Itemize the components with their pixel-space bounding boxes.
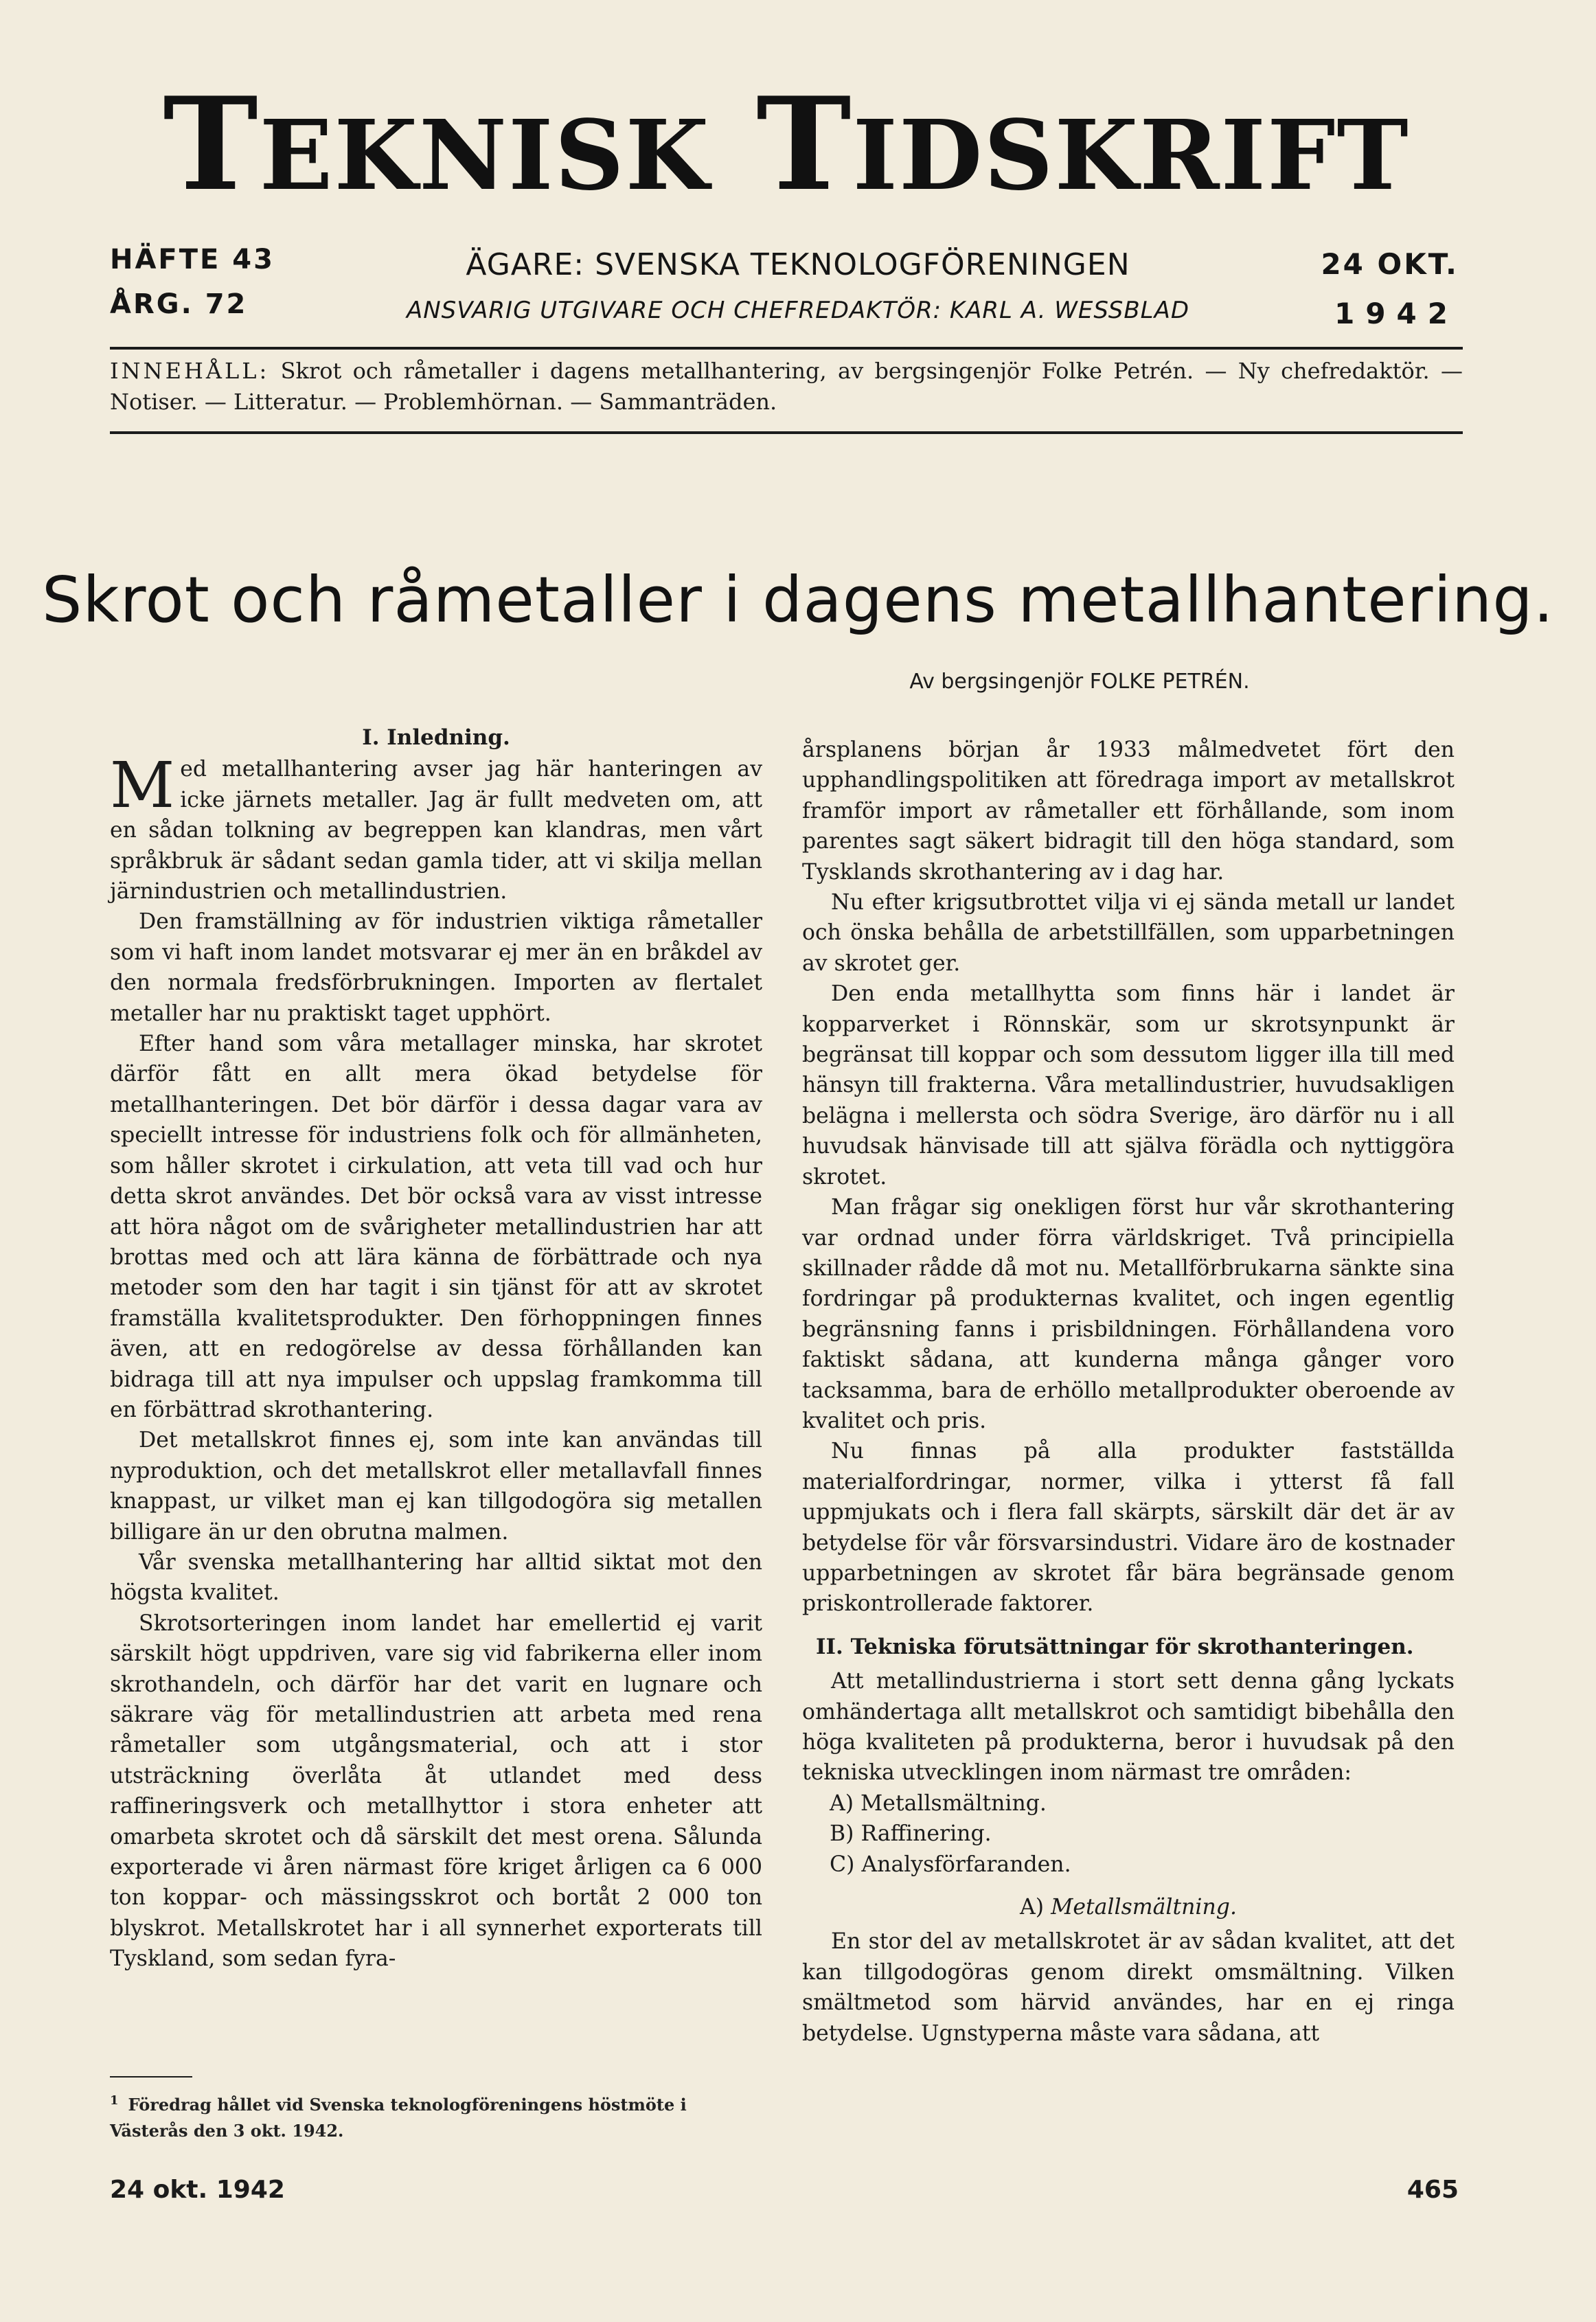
subsection-heading: A) Metallsmältning.	[1020, 1895, 1237, 1920]
paragraph: Nu finnas på alla produkter fastställda materialfordringar, normer, vilka i ytterst få fall uppmjukats och i flera fall skärpts, särskilt där det är av betydelse för vår försvarsindustri. Vidare äro de kostnader upparbetningen av skrotet får bära begränsade genom priskontrollerade faktorer.	[802, 1439, 1455, 1617]
paragraph: Man frågar sig onekligen först hur vår skrothantering var ordnad under förra världskriget. Två principiella skillnader rådde då mot nu. Metallförbrukarna sänkte sina fordringar på produkternas kvalitet, och ingen egentlig begränsning fanns i prisbildningen. Förhållandena voro faktiskt sådana, att kunderna många gånger voro tacksamma, bara de erhöllo metallprodukter oberoende av kvalitet och pris.	[802, 1195, 1455, 1433]
article-byline: Av bergsingenjör FOLKE PETRÉN.	[909, 670, 1250, 694]
paragraph: Den framställning av för industrien viktiga råmetaller som vi haft inom landet motsvarar ej mer än en bråkdel av den normala fredsförbrukningen. Importen av flertalet metaller har nu praktiskt taget upphört.	[110, 909, 762, 1026]
masthead-rest-1: EKNISK	[259, 100, 711, 212]
footnote-rule	[110, 2076, 192, 2078]
list-item: A) Metallsmältning.	[830, 1790, 1047, 1816]
paragraph: Vår svenska metallhantering har alltid siktat mot den högsta kvalitet.	[110, 1549, 762, 1606]
list-item: C) Analysförfaranden.	[830, 1852, 1071, 1877]
header-rule	[110, 347, 1463, 350]
paragraph: Nu efter krigsutbrottet vilja vi ej sända metall ur landet och önska behålla de arbetstillfällen, som upparbetningen av skrotet ger.	[802, 890, 1455, 976]
article-title: Skrot och råmetaller i dagens metallhantering.	[41, 563, 1555, 637]
right-column	[802, 735, 1455, 2049]
left-column	[110, 722, 762, 1974]
paragraph: Att metallindustrierna i stort sett denna gång lyckats omhändertaga allt metallskrot och samtidigt bibehålla den höga kvaliteten på produkterna, beror i huvudsak på den tekniska utvecklingen inom närmast tre områden:	[802, 1669, 1455, 1786]
table-of-contents	[110, 356, 1463, 418]
paragraph: Det metallskrot finnes ej, som inte kan användas till nyproduktion, och det metallskrot eller metallavfall finnes knappast, ur vilket man ej kan tillgodogöra sig metallen billigare än ur den obrutna malmen.	[110, 1428, 762, 1545]
issue-label: HÄFTE 43	[110, 244, 275, 275]
paragraph: En stor del av metallskrotet är av sådan kvalitet, att det kan tillgodogöras genom direkt omsmältning. Vilken smältmetod som härvid användes, har en ej ringa betydelse. Ugnstyperna måste vara sådana, att	[802, 1929, 1455, 2046]
footnote-text: Föredrag hållet vid Svenska teknologföreningens höstmöte i Västerås den 3 okt. 1942.	[110, 2095, 687, 2141]
issue-date: 24 OKT.	[1321, 247, 1459, 281]
footnote	[110, 2088, 762, 2144]
paragraph: Efter hand som våra metallager minska, har skrotet därför fått en allt mera ökad betydelse för metallhanteringen. Det bör därför i dessa dagar vara av speciellt intresse för industriens folk och för allmänheten, som håller skrotet i cirkulation, att veta till vad och hur detta skrot användes. Det bör också vara av visst intresse att höra något om de svårigheter metallindustrien har att brottas med och att lära känna de förbättrade och nya metoder som den har tagit i sin tjänst för att av skrotet framställa kvalitetsprodukter. Den förhoppningen finnes även, att en redogörelse av dessa förhållanden kan bidraga till att nya impulser och uppslag framkomma till en förbättrad skrothantering.	[110, 1032, 762, 1422]
section-heading-2: II. Tekniska förutsättningar för skrothanteringen.	[816, 1634, 1414, 1659]
editor-line: ANSVARIG UTGIVARE OCH CHEFREDAKTÖR: KARL A. WESSBLAD	[406, 297, 1190, 324]
owner-line: ÄGARE: SVENSKA TEKNOLOGFÖRENINGEN	[466, 247, 1130, 282]
drop-cap: M	[110, 749, 175, 823]
year-volume-label: ÅRG. 72	[110, 288, 248, 320]
paragraph: Den enda metallhytta som finns här i landet är kopparverket i Rönnskär, som ur skrotsynpunkt är begränsat till koppar och som dessutom ligger illa till med hänsyn till frakterna. Våra metallindustrier, huvudsakligen belägna i mellersta och södra Sverige, äro därför nu i all huvudsak hänvisade till att själva förädla och nyttiggöra skrotet.	[802, 981, 1455, 1190]
contents-label: INNEHÅLL:	[110, 358, 270, 384]
paragraph: Med metallhantering avser jag här hanteringen av icke järnets metaller. Jag är fullt medveten om, att en sådan tolkning av begreppen kan klandras, men vårt språkbruk är sådant sedan gamla tider, att vi skilja mellan järnindustrien och metallindustrien.	[110, 749, 762, 904]
contents-rule	[110, 431, 1463, 434]
issue-year: 1942	[1334, 297, 1459, 330]
contents-text: Skrot och råmetaller i dagens metallhantering, av bergsingenjör Folke Petrén. — Ny chefredaktör. — Notiser. — Litteratur. — Problemhörnan. — Sammanträden.	[110, 358, 1463, 415]
paragraph: årsplanens början år 1933 målmedvetet fört den upphandlingspolitiken att föredraga import av metallskrot framför import av råmetaller ett förhållande, som inom parentes sagt säkert bidragit till den höga standard, som Tysklands skrothantering av i dag har.	[802, 738, 1455, 885]
masthead-rest-2: IDSKRIFT	[852, 100, 1410, 212]
section-heading-1: I. Inledning.	[362, 725, 510, 750]
masthead-title	[103, 69, 1470, 225]
masthead-cap-1: T	[163, 69, 260, 219]
footnote-marker: 1	[110, 2093, 119, 2108]
page-number: 465	[1406, 2176, 1459, 2204]
masthead-cap-2: T	[756, 69, 853, 219]
paragraph: Skrotsorteringen inom landet har emellertid ej varit särskilt högt uppdriven, vare sig vid fabrikerna eller inom skrothandeln, och därför har det varit en lugnare och säkrare väg för metallindustrien att arbeta med rena råmetaller som utgångsmaterial, och att i stor utsträckning överlåta åt utlandet med dess raffineringsverk och metallhyttor i stora enheter att omarbeta skrotet och då särskilt det mest orena. Sålunda exporterade vi åren närmast före kriget årligen ca 6 000 ton koppar- och mässingsskrot och bortåt 2 000 ton blyskrot. Metallskrotet har i all synnerhet exporterats till Tyskland, som sedan fyra-	[110, 1610, 762, 1972]
list-item: B) Raffinering.	[830, 1821, 992, 1847]
footer-date: 24 okt. 1942	[110, 2176, 285, 2204]
